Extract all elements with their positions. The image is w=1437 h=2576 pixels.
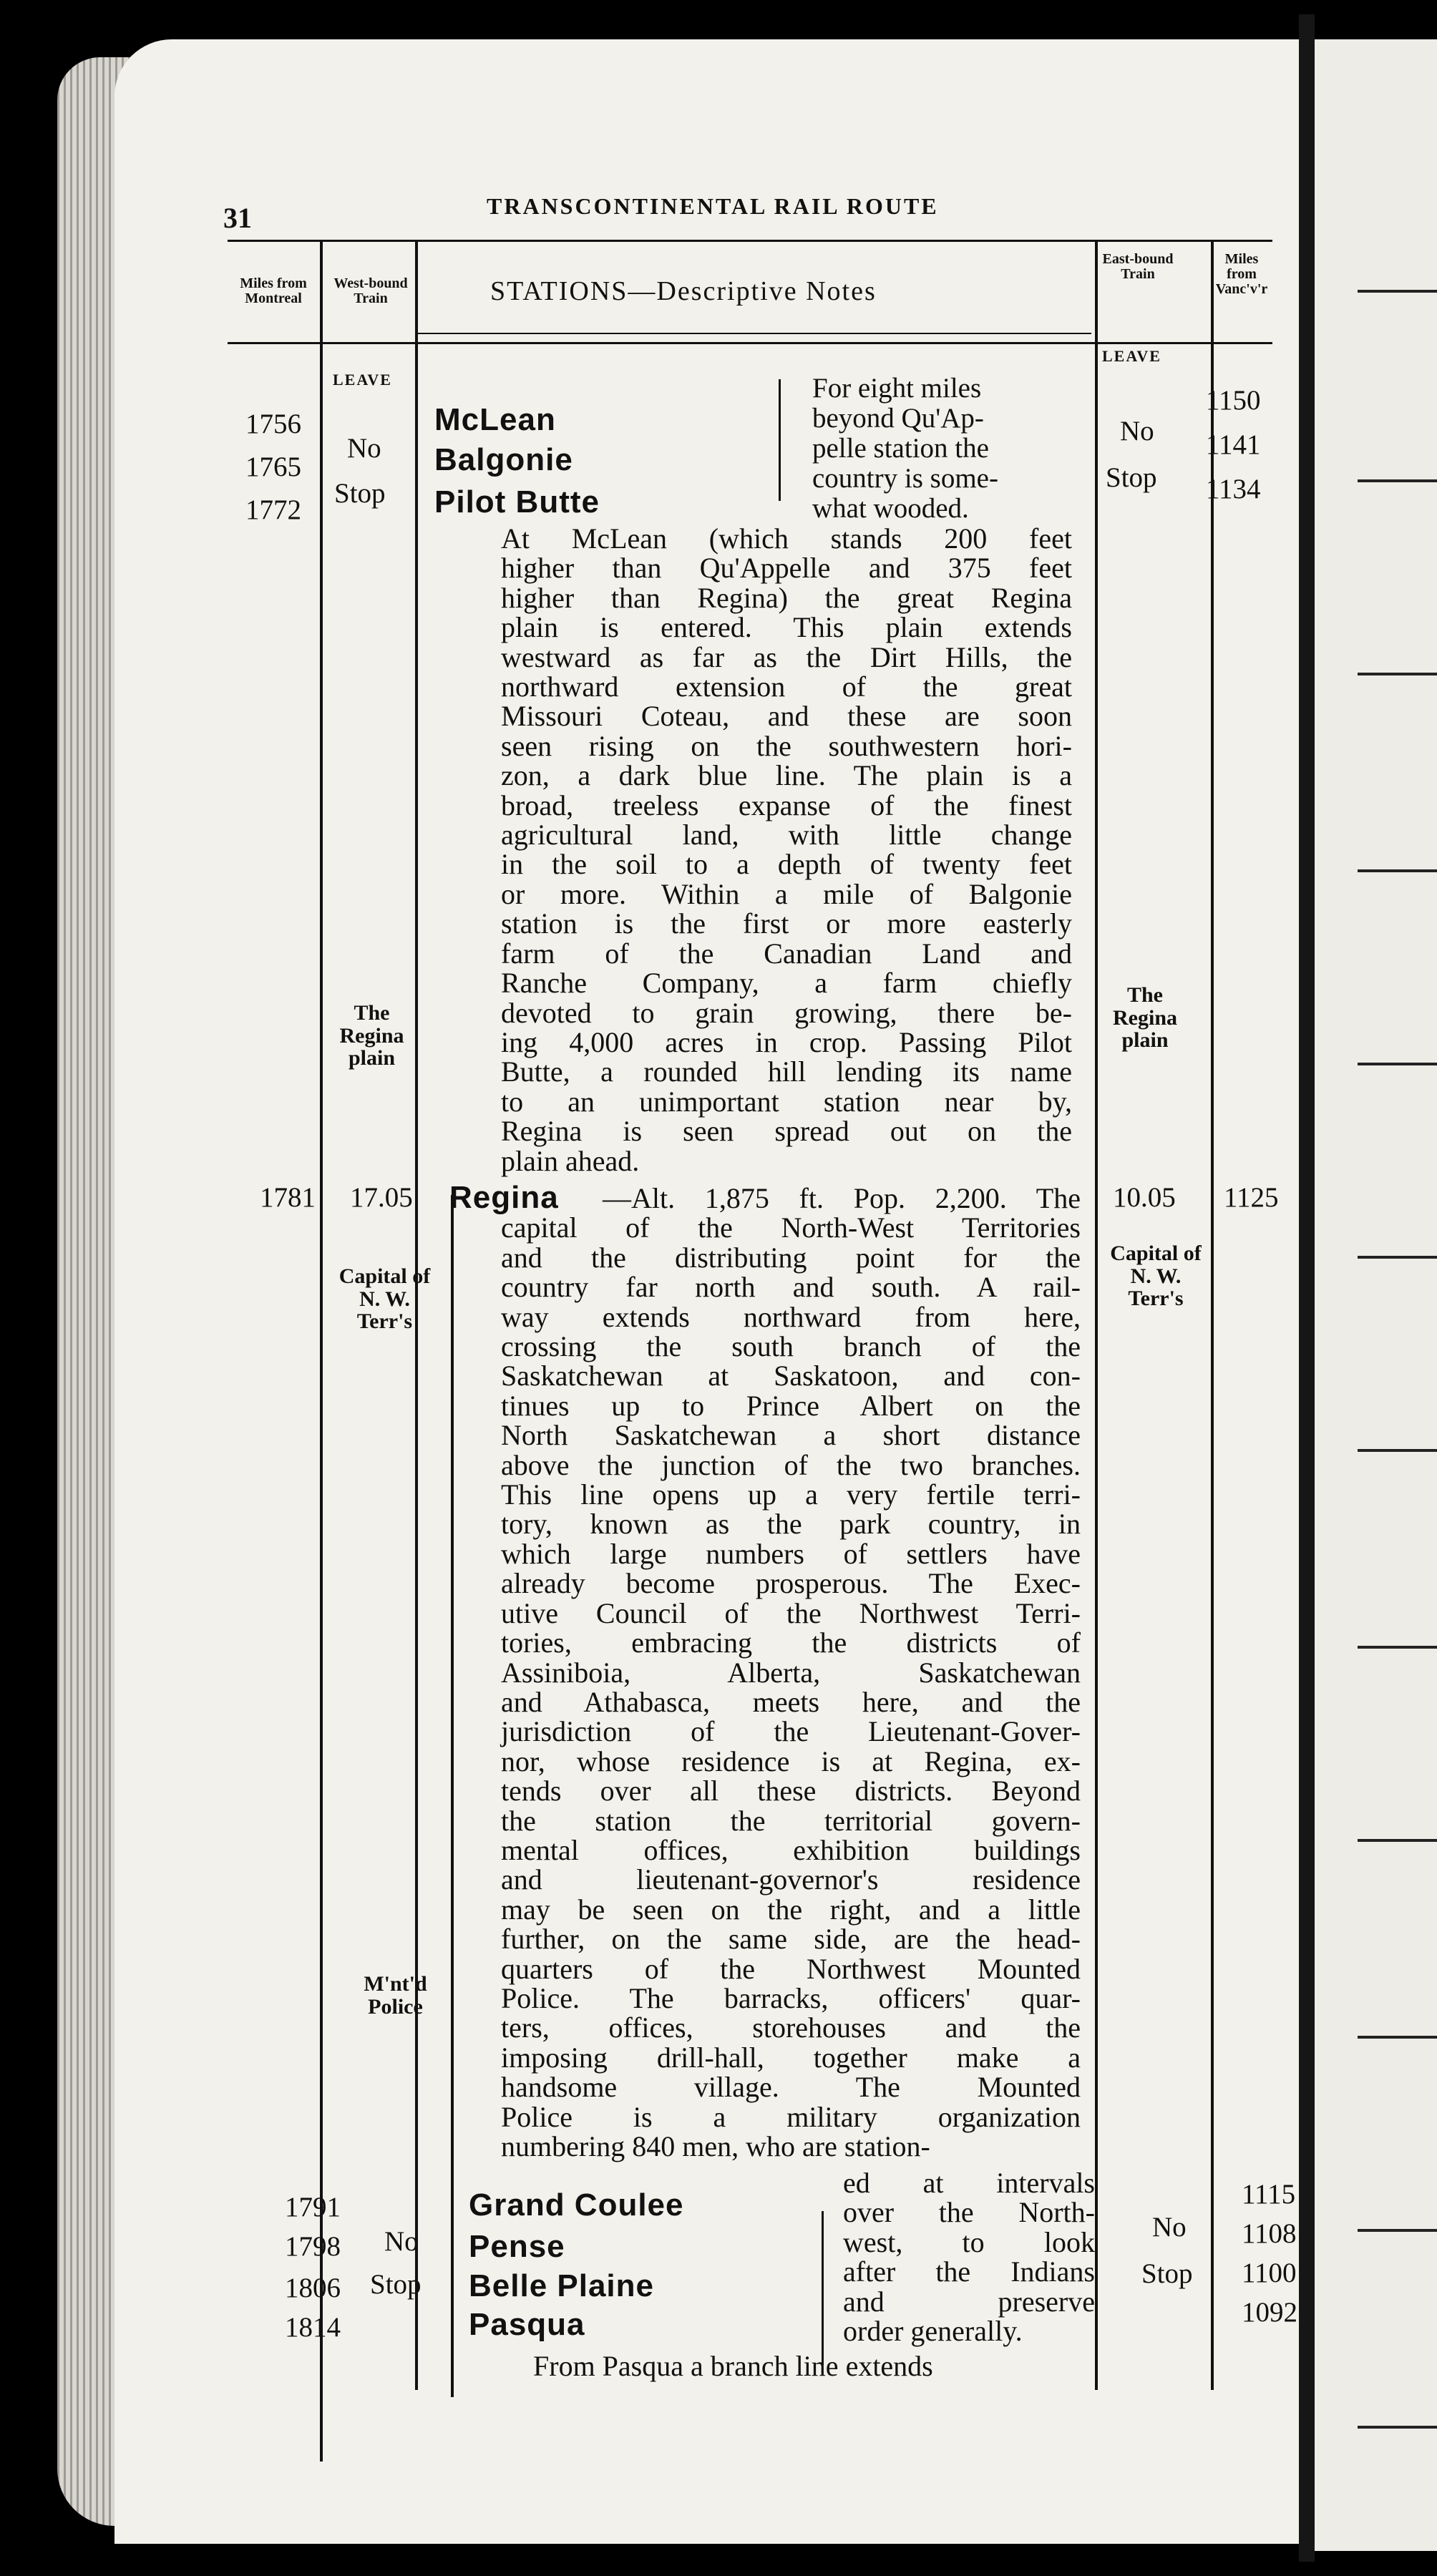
book-gutter bbox=[1299, 14, 1315, 2562]
text-line: and preserve bbox=[843, 2285, 1095, 2318]
regina-paragraph bbox=[501, 1184, 1081, 2161]
miles-montreal: 1781 bbox=[260, 1182, 316, 1213]
facing-page-rule bbox=[1358, 1449, 1437, 1452]
text-line: Missouri Coteau, and these are soon bbox=[501, 700, 1072, 733]
facing-page-rule bbox=[1358, 1256, 1437, 1259]
miles-montreal: 1806 bbox=[285, 2273, 341, 2303]
miles-vancouver: 1125 bbox=[1224, 1182, 1279, 1213]
text-line: agricultural land, with little change bbox=[501, 819, 1072, 852]
police-note-west: M'nt'd Police bbox=[364, 1972, 427, 2019]
text-line: northward extension of the great bbox=[501, 670, 1072, 703]
west-no: No bbox=[347, 433, 381, 464]
east-stop: Stop bbox=[1106, 462, 1157, 493]
westbound-time: 17.05 bbox=[350, 1182, 413, 1213]
miles-vancouver: 1115 bbox=[1242, 2179, 1296, 2210]
miles-montreal: 1798 bbox=[285, 2231, 341, 2262]
side-note-line: pelle station the bbox=[812, 433, 989, 464]
text-line: further, on the same side, are the head- bbox=[501, 1923, 1081, 1956]
text-line: order generally. bbox=[843, 2315, 1023, 2348]
station-name: Pasqua bbox=[469, 2307, 585, 2342]
text-line: numbering 840 men, who are station- bbox=[501, 2130, 930, 2162]
top-rule bbox=[228, 240, 1272, 242]
text-line: ed at intervals bbox=[843, 2167, 1095, 2199]
miles-vancouver: 1150 bbox=[1206, 385, 1261, 416]
facing-page-rule bbox=[1358, 1839, 1437, 1842]
facing-page-rule bbox=[1358, 2229, 1437, 2232]
text-line: handsome village. The Mounted bbox=[501, 2071, 1081, 2104]
column-divider bbox=[1211, 240, 1214, 2390]
station-name-regina: Regina bbox=[449, 1180, 559, 1215]
eastbound-time: 10.05 bbox=[1113, 1182, 1176, 1213]
header-miles-vancouver: Miles from Vanc'v'r bbox=[1215, 251, 1268, 297]
header-miles-montreal: Miles from Montreal bbox=[240, 275, 307, 306]
column-divider bbox=[451, 1195, 454, 2397]
text-line: seen rising on the southwestern hori- bbox=[501, 729, 1072, 762]
facing-page-rule bbox=[1358, 673, 1437, 675]
text-line: and Athabasca, meets here, and the bbox=[501, 1685, 1081, 1718]
text-line: in the soil to a depth of twenty feet bbox=[501, 848, 1072, 881]
text-line: farm of the Canadian Land and bbox=[501, 937, 1072, 970]
header-westbound: West-bound Train bbox=[333, 275, 408, 306]
header-rule bbox=[228, 342, 1272, 344]
text-line: tends over all these districts. Beyond bbox=[501, 1775, 1081, 1807]
side-note-line: For eight miles bbox=[812, 373, 982, 404]
miles-vancouver: 1092 bbox=[1242, 2297, 1297, 2328]
text-line: way extends northward from here, bbox=[501, 1300, 1081, 1333]
east-no: No bbox=[1152, 2212, 1187, 2243]
miles-vancouver: 1108 bbox=[1242, 2218, 1297, 2249]
text-line: imposing drill-hall, together make a bbox=[501, 2041, 1081, 2074]
side-note-line: beyond Qu'Ap- bbox=[812, 403, 984, 434]
text-line: At McLean (which stands 200 feet bbox=[501, 522, 1072, 555]
station-name: Grand Coulee bbox=[469, 2187, 684, 2223]
column-divider bbox=[320, 240, 323, 2462]
station-name: Pilot Butte bbox=[434, 484, 600, 519]
text-line: Regina is seen spread out on the bbox=[501, 1115, 1072, 1148]
text-line: capital of the North-West Territories bbox=[501, 1211, 1081, 1244]
text-line: and the distributing point for the bbox=[501, 1241, 1081, 1274]
facing-page-rule bbox=[1358, 869, 1437, 872]
text-line: —Alt. 1,875 ft. Pop. 2,200. The bbox=[603, 1182, 1081, 1214]
text-line: over the North- bbox=[843, 2196, 1095, 2229]
text-line: Assiniboia, Alberta, Saskatchewan bbox=[501, 1656, 1081, 1689]
text-line: country far north and south. A rail- bbox=[501, 1271, 1081, 1304]
text-line: tories, embracing the districts of bbox=[501, 1626, 1081, 1659]
capital-note-west: Capital of N. W. Terr's bbox=[338, 1264, 431, 1333]
text-line: tinues up to Prince Albert on the bbox=[501, 1389, 1081, 1422]
side-note-rule bbox=[779, 379, 781, 501]
miles-vancouver: 1141 bbox=[1206, 429, 1261, 460]
station-name: McLean bbox=[434, 402, 556, 437]
capital-note-east: Capital of N. W. Terr's bbox=[1110, 1241, 1202, 1310]
running-head: TRANSCONTINENTAL RAIL ROUTE bbox=[487, 193, 939, 219]
text-line: Police is a military organization bbox=[501, 2100, 1081, 2133]
leave-label-west: LEAVE bbox=[333, 371, 392, 389]
text-line: higher than Regina) the great Regina bbox=[501, 581, 1072, 614]
miles-vancouver: 1100 bbox=[1242, 2258, 1297, 2288]
text-line: zon, a dark blue line. The plain is a bbox=[501, 759, 1072, 792]
facing-page-rule bbox=[1358, 2426, 1437, 2429]
text-line: and lieutenant-governor's residence bbox=[501, 1863, 1081, 1896]
station-name: Pense bbox=[469, 2229, 565, 2264]
text-line: may be seen on the right, and a little bbox=[501, 1893, 1081, 1926]
miles-montreal: 1765 bbox=[245, 452, 301, 482]
text-line: Saskatchewan at Saskatoon, and con- bbox=[501, 1360, 1081, 1392]
miles-montreal: 1772 bbox=[245, 494, 301, 525]
text-line: tory, known as the park country, in bbox=[501, 1508, 1081, 1541]
facing-page-rule bbox=[1358, 479, 1437, 482]
text-line: ters, offices, storehouses and the bbox=[501, 2011, 1081, 2044]
text-line: above the junction of the two branches. bbox=[501, 1448, 1081, 1481]
text-line: mental offices, exhibition buildings bbox=[501, 1833, 1081, 1866]
text-line: crossing the south branch of the bbox=[501, 1330, 1081, 1363]
column-divider bbox=[1095, 240, 1098, 2390]
text-line: North Saskatchewan a short distance bbox=[501, 1419, 1081, 1452]
west-stop: Stop bbox=[334, 478, 386, 509]
station-name: Belle Plaine bbox=[469, 2268, 655, 2303]
text-line: the station the territorial govern- bbox=[501, 1804, 1081, 1837]
text-line: utive Council of the Northwest Terri- bbox=[501, 1596, 1081, 1629]
text-line: which large numbers of settlers have bbox=[501, 1537, 1081, 1570]
facing-page-rule bbox=[1358, 290, 1437, 293]
station-name: Balgonie bbox=[434, 442, 573, 477]
text-line: to an unimportant station near by, bbox=[501, 1085, 1072, 1118]
east-no: No bbox=[1120, 416, 1154, 447]
text-line: Police. The barracks, officers' quar- bbox=[501, 1981, 1081, 2014]
west-no: No bbox=[384, 2226, 419, 2257]
regina-plain-note-east: The Regina plain bbox=[1113, 983, 1177, 1052]
miles-montreal: 1756 bbox=[245, 409, 301, 439]
text-line: plain is entered. This plain extends bbox=[501, 611, 1072, 644]
text-line: jurisdiction of the Lieutenant-Gover- bbox=[501, 1715, 1081, 1748]
text-line: already become prosperous. The Exec- bbox=[501, 1567, 1081, 1600]
text-line: after the Indians bbox=[843, 2255, 1095, 2288]
text-line: quarters of the Northwest Mounted bbox=[501, 1952, 1081, 1985]
west-stop: Stop bbox=[370, 2269, 422, 2300]
miles-vancouver: 1134 bbox=[1206, 474, 1261, 504]
leave-label-east: LEAVE bbox=[1102, 347, 1161, 365]
east-stop: Stop bbox=[1141, 2258, 1193, 2289]
facing-page-rule bbox=[1358, 1063, 1437, 1065]
text-line: or more. Within a mile of Balgonie bbox=[501, 877, 1072, 910]
text-line: devoted to grain growing, there be- bbox=[501, 996, 1072, 1029]
facing-page-rule bbox=[1358, 2036, 1437, 2039]
text-line: higher than Qu'Appelle and 375 feet bbox=[501, 552, 1072, 585]
header-rule-2 bbox=[415, 333, 1091, 334]
text-line: Butte, a rounded hill lending its name bbox=[501, 1055, 1072, 1088]
regina-plain-note-west: The Regina plain bbox=[339, 1001, 404, 1070]
side-note-rule bbox=[822, 2211, 824, 2365]
text-line: plain ahead. bbox=[501, 1144, 640, 1177]
facing-page-rule bbox=[1358, 1646, 1437, 1649]
header-eastbound: East-bound Train bbox=[1102, 251, 1174, 282]
text-line: broad, treeless expanse of the finest bbox=[501, 789, 1072, 821]
side-note-line: country is some- bbox=[812, 463, 998, 494]
text-line: Ranche Company, a farm chiefly bbox=[501, 967, 1072, 1000]
mclean-paragraph bbox=[501, 524, 1072, 1176]
text-line: westward as far as the Dirt Hills, the bbox=[501, 640, 1072, 673]
text-line: ing 4,000 acres in crop. Passing Pilot bbox=[501, 1025, 1072, 1058]
text-line: nor, whose residence is at Regina, ex- bbox=[501, 1745, 1081, 1777]
text-line: station is the first or more easterly bbox=[501, 907, 1072, 940]
facing-page bbox=[1315, 39, 1437, 2551]
closing-line: From Pasqua a branch line extends bbox=[533, 2350, 933, 2382]
header-stations: STATIONS—Descriptive Notes bbox=[490, 276, 877, 306]
page-number: 31 bbox=[223, 202, 252, 234]
text-line: west, to look bbox=[843, 2225, 1095, 2258]
side-note-group2 bbox=[843, 2168, 1095, 2346]
side-note-line: what wooded. bbox=[812, 493, 969, 524]
text-line: This line opens up a very fertile terri- bbox=[501, 1478, 1081, 1511]
miles-montreal: 1814 bbox=[285, 2312, 341, 2343]
miles-montreal: 1791 bbox=[285, 2192, 341, 2223]
